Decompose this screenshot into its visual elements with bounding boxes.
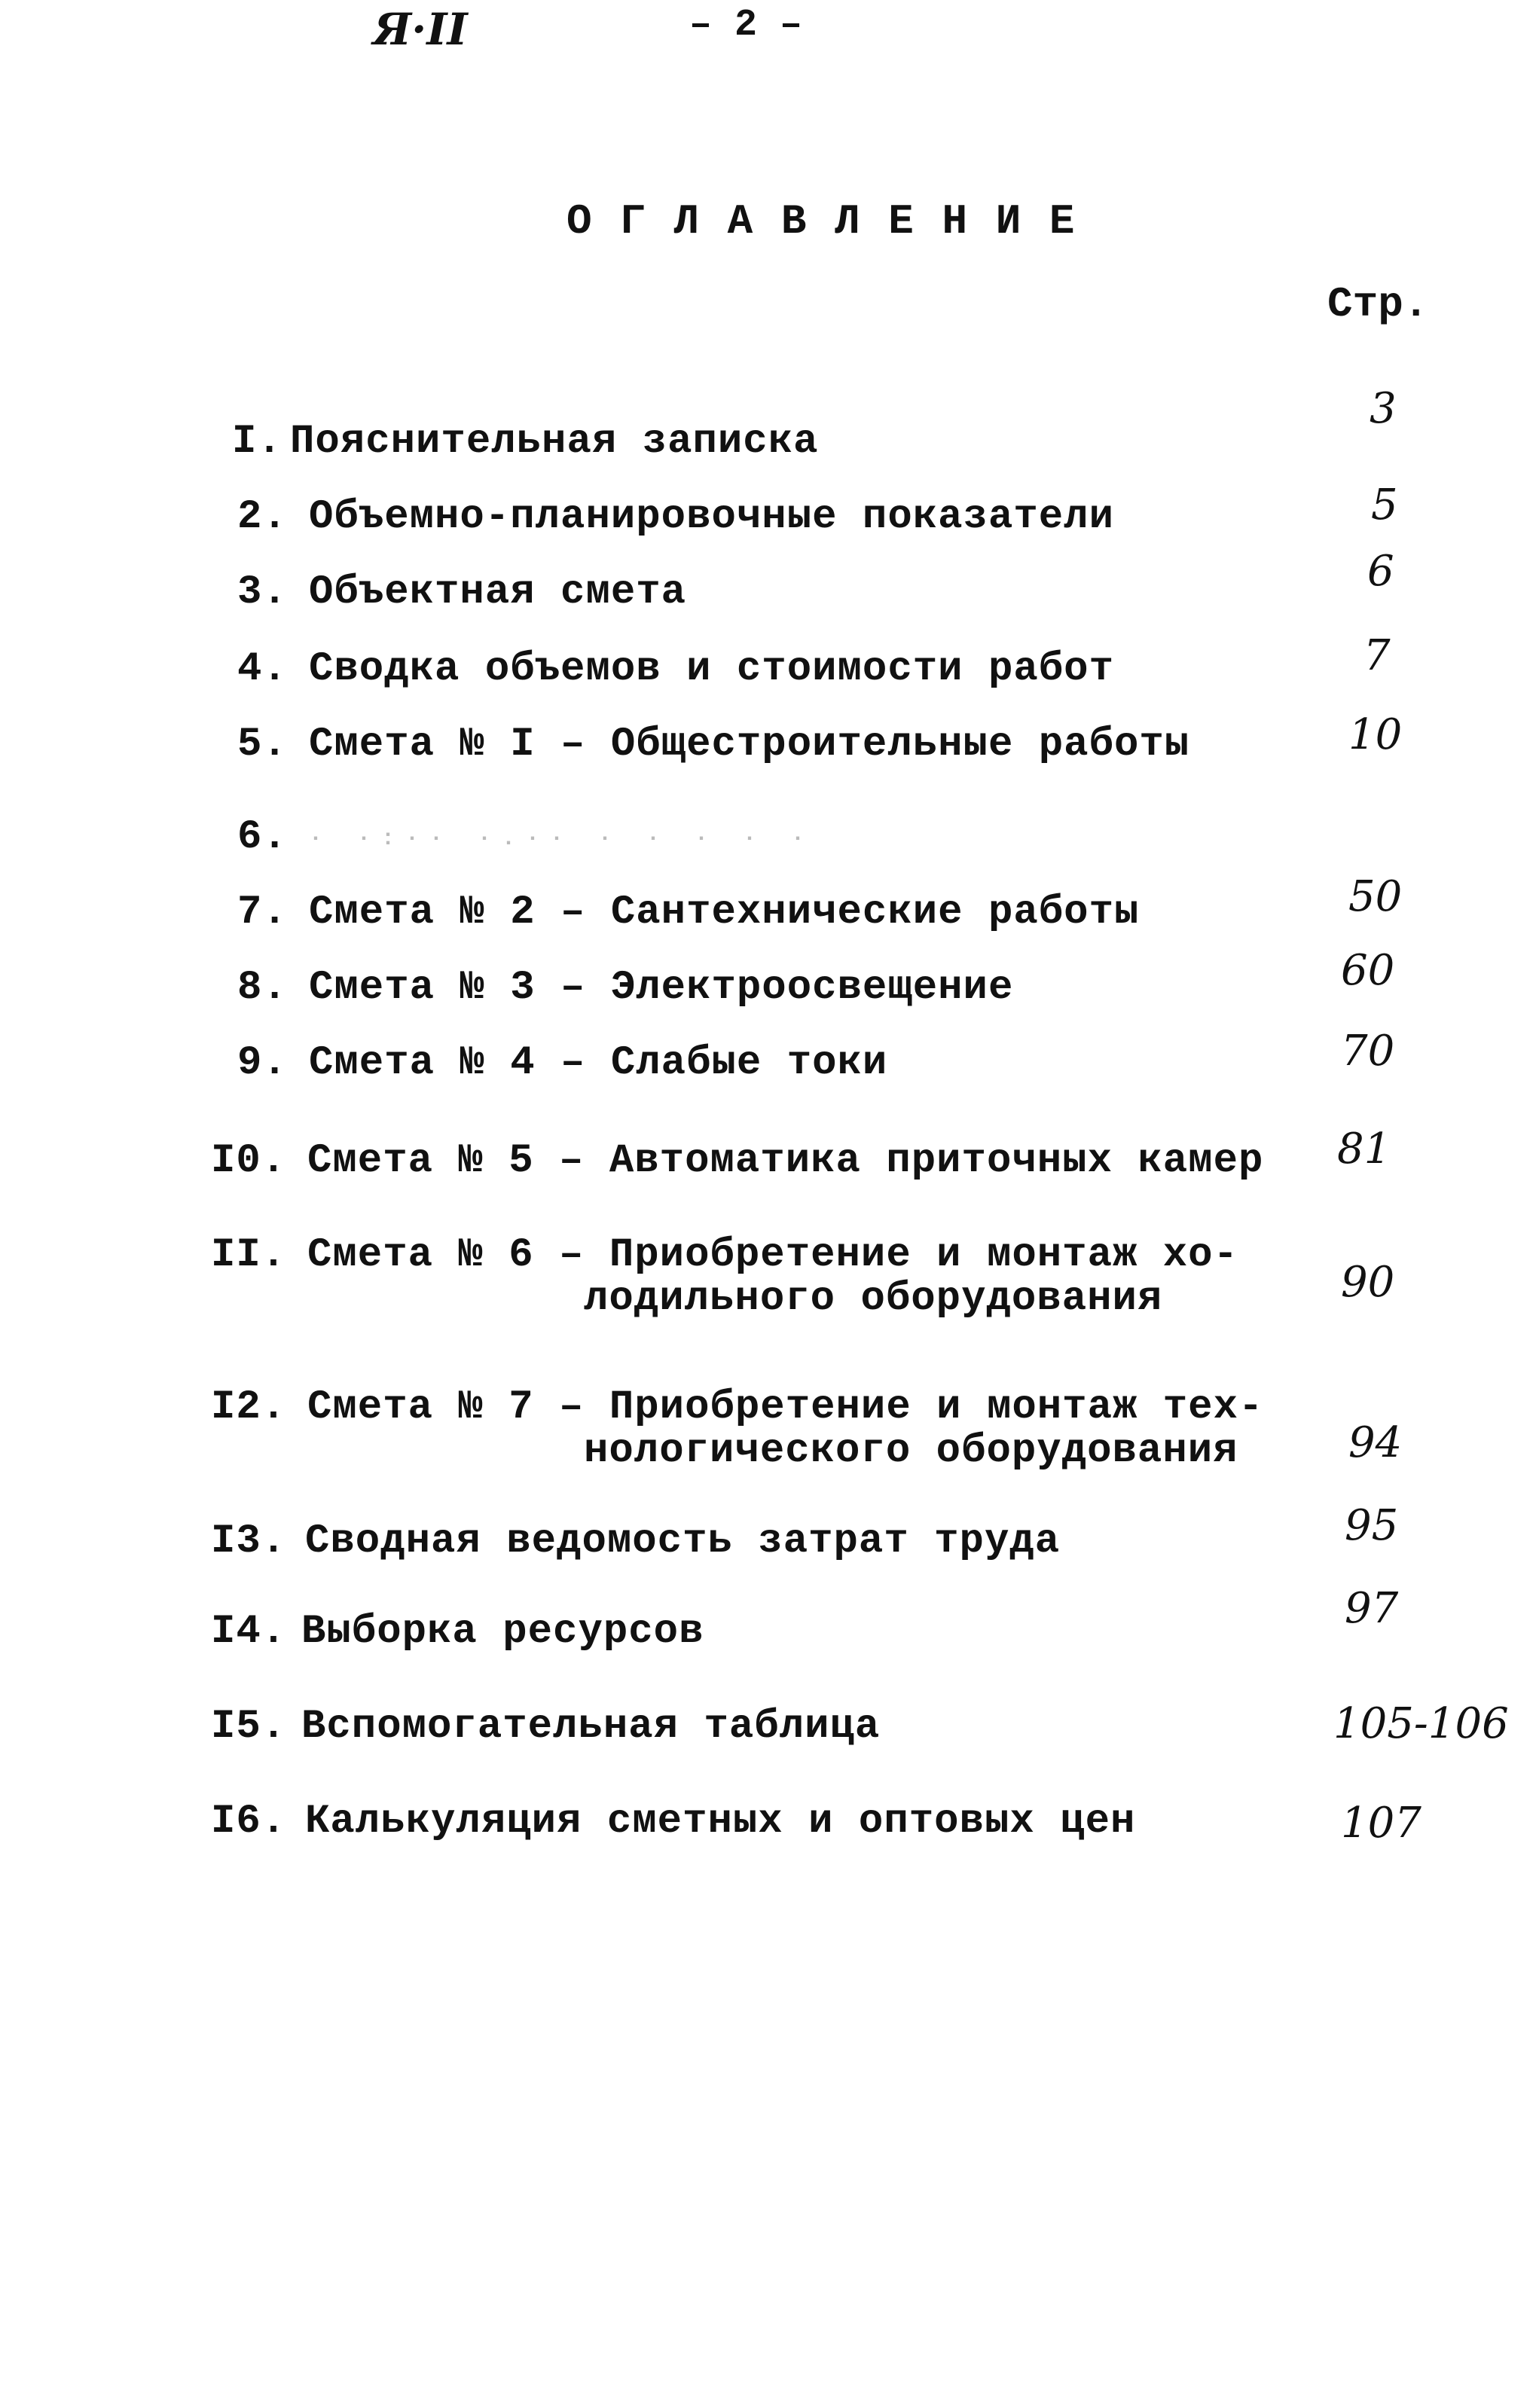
toc-item-page: 7: [1363, 631, 1391, 680]
toc-item-title: Сводка объемов и стоимости работ: [309, 646, 1114, 692]
toc-item-number: I0.: [211, 1138, 287, 1184]
toc-item-number: 5.: [237, 722, 288, 768]
toc-item-number: 2.: [237, 494, 288, 540]
toc-item-number: 9.: [237, 1040, 288, 1086]
toc-item-page: 10: [1348, 710, 1403, 759]
toc-item-page: 81: [1337, 1125, 1391, 1173]
toc-item-number: 8.: [237, 965, 288, 1011]
toc-item-page: 50: [1348, 872, 1403, 921]
toc-item-number: I3.: [211, 1518, 287, 1564]
toc-item-number: I2.: [211, 1384, 287, 1430]
toc-item-page: 107: [1341, 1799, 1421, 1848]
toc-item-title: Сводная ведомость затрат труда: [305, 1518, 1061, 1564]
toc-item-title: Смета № 4 – Слабые токи: [309, 1040, 888, 1086]
toc-item-page: 60: [1341, 946, 1395, 995]
toc-item-page: 90: [1341, 1258, 1395, 1307]
toc-item-page: 94: [1348, 1418, 1403, 1467]
toc-item-page: 6: [1367, 547, 1394, 596]
toc-item-page: 3: [1370, 384, 1397, 433]
toc-item-title: Смета № 3 – Электроосвещение: [309, 965, 1014, 1011]
toc-item-number: I4.: [211, 1609, 287, 1655]
toc-item-number: I5.: [211, 1704, 287, 1750]
toc-item-number: 6.: [237, 814, 288, 860]
toc-item-title: лодильного оборудования: [584, 1276, 1163, 1322]
document-mark: Я·II: [373, 4, 468, 55]
toc-item-title: Смета № 6 – Приобретение и монтаж хо-: [307, 1232, 1238, 1278]
toc-item-page: 5: [1371, 481, 1398, 530]
toc-item-page: 70: [1341, 1027, 1395, 1076]
toc-item-title: Объемно-планировочные показатели: [309, 494, 1114, 540]
toc-item-number: 3.: [237, 569, 288, 615]
toc-item-title: Вспомогательная таблица: [301, 1704, 881, 1750]
toc-item-title: · ·:·· ·.·· · · · · ·: [309, 826, 816, 852]
toc-item-number: 4.: [237, 646, 288, 692]
toc-item-page: 105-106: [1333, 1699, 1509, 1748]
toc-item-title: Смета № I – Общестроительные работы: [309, 722, 1190, 768]
page-title: О Г Л А В Л Е Н И Е: [566, 197, 1076, 246]
page-number: – 2 –: [689, 4, 803, 47]
toc-item-title: Выборка ресурсов: [301, 1609, 704, 1655]
toc-item-title: Смета № 7 – Приобретение и монтаж тех-: [307, 1384, 1264, 1430]
toc-item-title: Пояснительная записка: [290, 419, 819, 465]
toc-item-page: 97: [1345, 1584, 1399, 1633]
toc-item-number: I6.: [211, 1799, 287, 1845]
toc-item-title: Калькуляция сметных и оптовых цен: [305, 1799, 1136, 1845]
toc-item-page: 95: [1345, 1501, 1399, 1550]
toc-item-number: II.: [211, 1232, 287, 1278]
toc-item-title: Объектная смета: [309, 569, 687, 615]
page-column-label: Стр.: [1327, 280, 1429, 328]
toc-item-title: нологического оборудования: [584, 1428, 1238, 1474]
toc-item-number: 7.: [237, 890, 288, 935]
toc-item-title: Смета № 5 – Автоматика приточных камер: [307, 1138, 1264, 1184]
toc-item-number: I.: [232, 419, 282, 465]
toc-item-title: Смета № 2 – Сантехнические работы: [309, 890, 1140, 935]
